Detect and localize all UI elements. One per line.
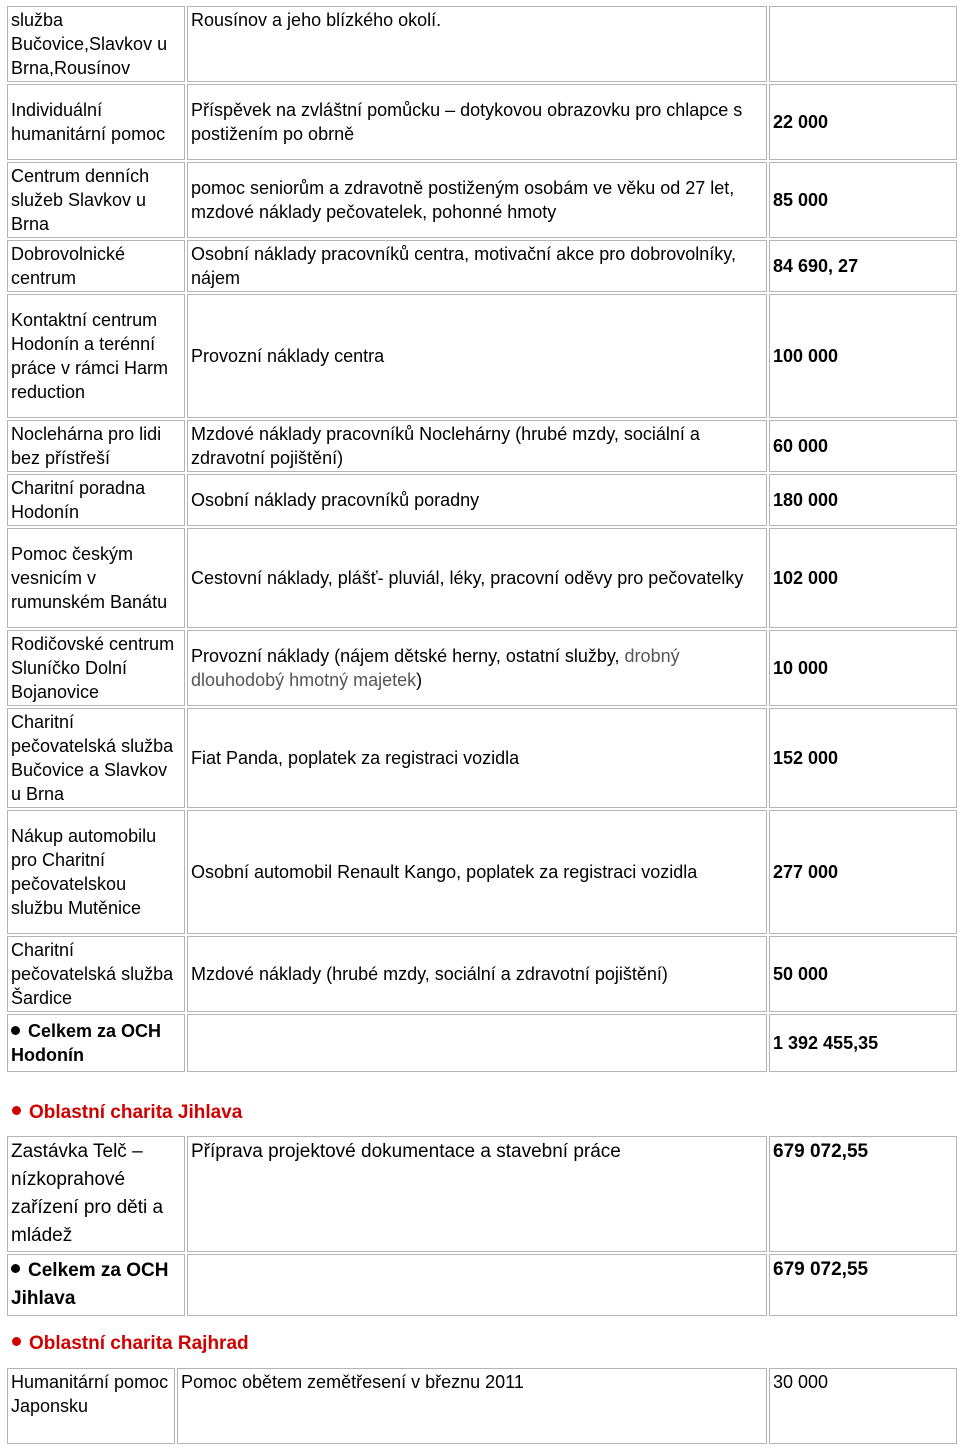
table-row xyxy=(7,84,957,160)
project-name: služba Bučovice,Slavkov u Brna,Rousínov xyxy=(7,6,185,82)
project-purpose: Cestovní náklady, plášť- pluviál, léky, pracovní oděvy pro pečovatelky xyxy=(187,528,767,628)
project-amount: 152 000 xyxy=(769,708,957,808)
total-amount: 679 072,55 xyxy=(769,1254,957,1316)
project-amount: 30 000 xyxy=(769,1368,957,1444)
table-row xyxy=(7,6,957,82)
table-row xyxy=(7,240,957,292)
project-amount: 84 690, 27 xyxy=(769,240,957,292)
total-amount: 1 392 455,35 xyxy=(769,1014,957,1072)
table-row xyxy=(7,708,957,808)
project-amount: 679 072,55 xyxy=(769,1136,957,1252)
table-row xyxy=(7,474,957,526)
project-purpose: Mzdové náklady (hrubé mzdy, sociální a zdravotní pojištění) xyxy=(187,936,767,1012)
section-heading-jihlava xyxy=(12,1101,242,1125)
project-name: Charitní pečovatelská služba Bučovice a Slavkov u Brna xyxy=(7,708,185,808)
purpose-text-end: ) xyxy=(416,670,423,690)
hodonin-table xyxy=(5,4,959,1074)
project-purpose: Příspěvek na zvláštní pomůcku – dotykovou obrazovku pro chlapce s postižením po obrně xyxy=(187,84,767,160)
jihlava-table xyxy=(5,1134,959,1318)
table-row xyxy=(7,294,957,418)
project-name: Nákup automobilu pro Charitní pečovatelskou službu Mutěnice xyxy=(7,810,185,934)
project-amount xyxy=(769,6,957,82)
project-purpose: Osobní automobil Renault Kango, poplatek za registraci vozidla xyxy=(187,810,767,934)
project-name: Humanitární pomoc Japonsku xyxy=(7,1368,175,1444)
project-name: Zastávka Telč – nízkoprahové zařízení pro děti a mládež xyxy=(7,1136,185,1252)
section-heading-rajhrad xyxy=(12,1332,249,1356)
project-purpose: Pomoc obětem zemětřesení v březnu 2011 xyxy=(177,1368,767,1444)
project-purpose: Rousínov a jeho blízkého okolí. xyxy=(187,6,767,82)
purpose-link-text: drobný dlouhodobý hmotný majetek xyxy=(191,646,680,690)
total-label-cell xyxy=(7,1254,185,1316)
table-row xyxy=(7,630,957,706)
total-label-cell xyxy=(7,1014,185,1072)
table-row xyxy=(7,1368,957,1444)
bullet-icon xyxy=(12,1337,21,1346)
project-amount: 180 000 xyxy=(769,474,957,526)
table-row xyxy=(7,420,957,472)
project-amount: 277 000 xyxy=(769,810,957,934)
project-amount: 60 000 xyxy=(769,420,957,472)
table-row xyxy=(7,1136,957,1252)
table-row xyxy=(7,810,957,934)
table-row xyxy=(7,528,957,628)
rajhrad-table xyxy=(5,1366,959,1446)
project-name: Dobrovolnické centrum xyxy=(7,240,185,292)
project-name: Centrum denních služeb Slavkov u Brna xyxy=(7,162,185,238)
project-name: Pomoc českým vesnicím v rumunském Banátu xyxy=(7,528,185,628)
table-row xyxy=(7,936,957,1012)
project-purpose: Provozní náklady centra xyxy=(187,294,767,418)
project-name: Rodičovské centrum Sluníčko Dolní Bojanovice xyxy=(7,630,185,706)
project-amount: 102 000 xyxy=(769,528,957,628)
total-empty-cell xyxy=(187,1254,767,1316)
project-name: Kontaktní centrum Hodonín a terénní práce v rámci Harm reduction xyxy=(7,294,185,418)
total-row xyxy=(7,1254,957,1316)
total-label: Celkem za OCH Hodonín xyxy=(11,1021,162,1065)
project-purpose: Příprava projektové dokumentace a stavební práce xyxy=(187,1136,767,1252)
project-name: Noclehárna pro lidi bez přístřeší xyxy=(7,420,185,472)
total-row xyxy=(7,1014,957,1072)
total-empty-cell xyxy=(187,1014,767,1072)
project-purpose: Fiat Panda, poplatek za registraci vozidla xyxy=(187,708,767,808)
bullet-icon xyxy=(12,1106,21,1115)
section-title: Oblastní charita Rajhrad xyxy=(29,1333,249,1354)
section-title: Oblastní charita Jihlava xyxy=(29,1102,243,1123)
project-amount: 100 000 xyxy=(769,294,957,418)
project-purpose: Osobní náklady pracovníků poradny xyxy=(187,474,767,526)
bullet-icon xyxy=(11,1026,20,1035)
total-label: Celkem za OCH Jihlava xyxy=(11,1260,169,1309)
project-purpose: Mzdové náklady pracovníků Noclehárny (hrubé mzdy, sociální a zdravotní pojištění) xyxy=(187,420,767,472)
bullet-icon xyxy=(11,1264,20,1273)
project-amount: 85 000 xyxy=(769,162,957,238)
project-name: Individuální humanitární pomoc xyxy=(7,84,185,160)
project-purpose xyxy=(187,630,767,706)
table-row xyxy=(7,162,957,238)
project-amount: 22 000 xyxy=(769,84,957,160)
project-name: Charitní pečovatelská služba Šardice xyxy=(7,936,185,1012)
project-name: Charitní poradna Hodonín xyxy=(7,474,185,526)
project-amount: 50 000 xyxy=(769,936,957,1012)
project-amount: 10 000 xyxy=(769,630,957,706)
project-purpose: pomoc seniorům a zdravotně postiženým osobám ve věku od 27 let, mzdové náklady pečovatelek, pohonné hmoty xyxy=(187,162,767,238)
project-purpose: Osobní náklady pracovníků centra, motivační akce pro dobrovolníky, nájem xyxy=(187,240,767,292)
purpose-text: Provozní náklady (nájem dětské herny, ostatní služby, xyxy=(191,646,625,666)
